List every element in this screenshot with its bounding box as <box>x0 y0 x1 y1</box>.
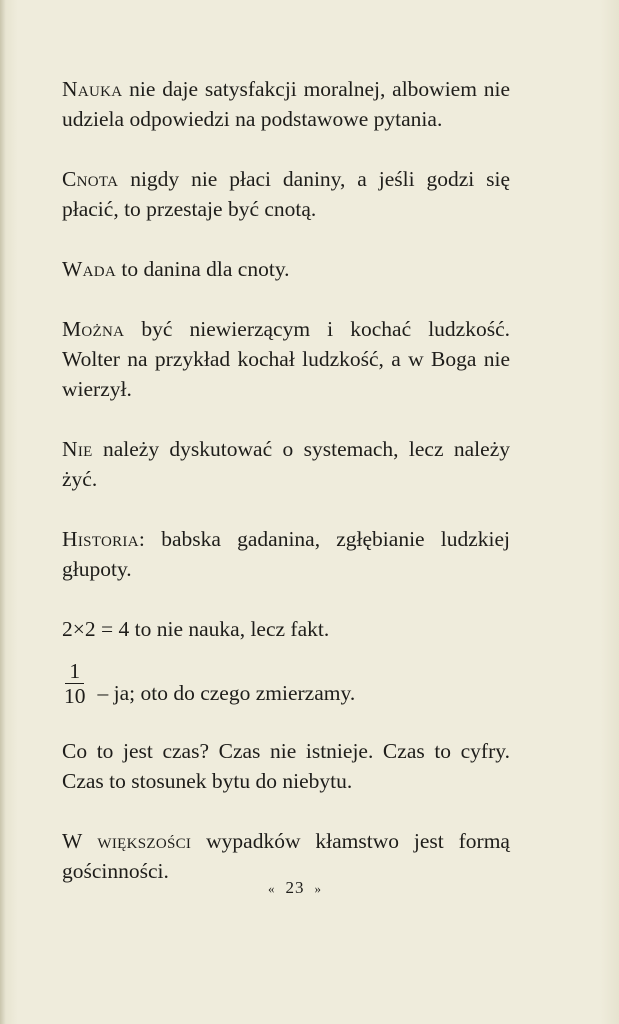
aphorism-paragraph <box>62 524 510 584</box>
aphorism-paragraph <box>62 434 510 494</box>
paragraph-text: nigdy nie płaci daniny, a jeśli godzi się płacić, to przestaje być cnotą. <box>62 167 510 221</box>
aphorism-paragraph <box>62 254 510 284</box>
aphorism-paragraph <box>62 314 510 404</box>
paragraph-text: być niewierzącym i kochać ludzkość. Wolter na przykład kochał ludzkość, a w Boga nie wierzył. <box>62 317 510 401</box>
aphorism-paragraph <box>62 736 510 796</box>
aphorism-paragraph <box>62 164 510 224</box>
right-guillemet: » <box>314 881 322 896</box>
fraction-aphorism <box>62 658 510 708</box>
paragraph-text: to danina dla cnoty. <box>116 257 290 281</box>
text-block <box>62 74 510 916</box>
paragraph-lead: Nie <box>62 437 93 461</box>
paragraph-lead: Wada <box>62 257 116 281</box>
paragraph-text: 2×2 = 4 to nie nauka, lecz fakt. <box>62 617 330 641</box>
aphorism-paragraph <box>62 826 510 886</box>
fraction-denominator: 10 <box>64 683 86 708</box>
fraction-text: – ja; oto do czego zmierzamy. <box>97 681 356 705</box>
page-number-value: 23 <box>285 878 305 897</box>
paragraph-lead: W większości <box>62 829 192 853</box>
paragraph-text: nie daje satysfakcji moralnej, albowiem nie udziela odpowiedzi na podstawowe pytania. <box>62 77 510 131</box>
fraction <box>62 659 88 708</box>
page-number <box>0 878 590 898</box>
fraction-numerator: 1 <box>65 659 84 684</box>
paragraph-lead: Cnota <box>62 167 119 191</box>
paragraph-text: wypadków kłamstwo jest formą gościnności. <box>62 829 510 883</box>
paragraph-text: babska gadanina, zgłębianie ludzkiej głupoty. <box>62 527 510 581</box>
paragraph-text: Co to jest czas? Czas nie istnieje. Czas to cyfry. Czas to stosunek bytu do niebytu. <box>62 739 510 793</box>
aphorism-paragraph <box>62 614 510 644</box>
paragraph-text: należy dyskutować o systemach, lecz należy żyć. <box>62 437 510 491</box>
paragraph-lead: Nauka <box>62 77 123 101</box>
page-gutter <box>0 0 6 1024</box>
paragraph-lead: Historia: <box>62 527 146 551</box>
aphorism-paragraph <box>62 74 510 134</box>
paragraph-lead: Można <box>62 317 125 341</box>
left-guillemet: « <box>268 881 276 896</box>
